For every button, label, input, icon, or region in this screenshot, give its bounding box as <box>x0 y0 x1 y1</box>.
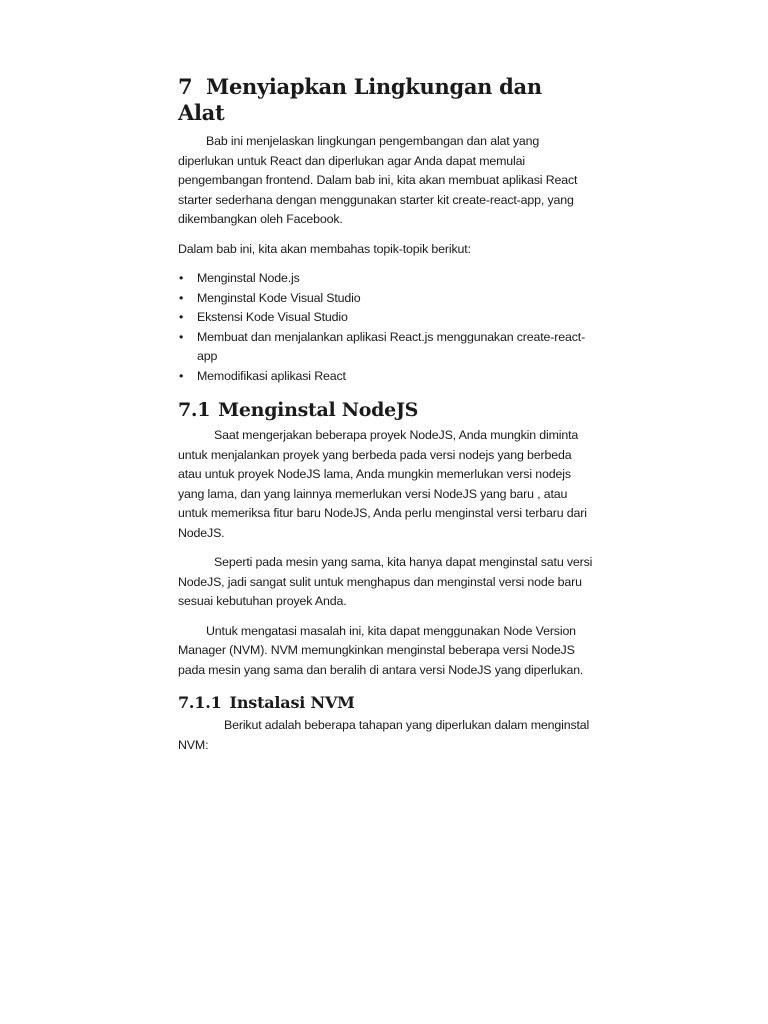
topics-lead-paragraph: Dalam bab ini, kita akan membahas topik-topik berikut: <box>178 241 471 256</box>
subsection-number: 7.1.1 <box>178 693 222 712</box>
bullet-icon: • <box>179 271 184 285</box>
bullet-icon: • <box>179 329 184 344</box>
list-item: • Membuat dan menjalankan aplikasi React.js menggunakan create-react-app <box>179 329 586 363</box>
chapter-heading <box>178 74 593 126</box>
section-heading <box>178 398 593 422</box>
section-paragraph-1: Saat mengerjakan beberapa proyek NodeJS, Anda mungkin diminta untuk menjalankan proyek yang berbeda pada versi nodejs yang berbeda atau untuk proyek NodeJS lama, Anda mungkin memerlukan versi nodejs yang lama, dan yang lainnya memerlukan versi NodeJS yang baru , atau untuk memeriksa fitur baru NodeJS, Anda perlu menginstal versi terbaru dari NodeJS. <box>178 428 587 540</box>
list-item: • Ekstensi Kode Visual Studio <box>178 308 593 328</box>
topics-list <box>178 269 593 386</box>
subsection-paragraph: Berikut adalah beberapa tahapan yang diperlukan dalam menginstal NVM: <box>178 718 590 752</box>
list-item: • Memodifikasi aplikasi React <box>178 367 593 387</box>
bullet-icon: • <box>179 310 184 324</box>
section-paragraph-2: Seperti pada mesin yang sama, kita hanya dapat menginstal satu versi NodeJS, jadi sangat sulit untuk menghapus dan menginstal versi node baru sesuai kebutuhan proyek Anda. <box>178 555 593 608</box>
list-item: • Menginstal Node.js <box>178 269 593 289</box>
section-number: 7.1 <box>178 399 211 421</box>
list-item: • Menginstal Kode Visual Studio <box>178 289 593 309</box>
document-page <box>178 74 593 765</box>
bullet-icon: • <box>179 368 184 383</box>
subsection-heading <box>178 692 593 714</box>
bullet-icon: • <box>179 290 184 305</box>
subsection-title: Instalasi NVM <box>229 693 355 712</box>
chapter-intro-paragraph: Bab ini menjelaskan lingkungan pengembangan dan alat yang diperlukan untuk React dan diperlukan agar Anda dapat memulai pengembangan frontend. Dalam bab ini, kita akan membuat aplikasi React starter sederhana dengan menggunakan starter kit create-react-app, yang dikembangkan oleh Facebook. <box>178 134 578 226</box>
section-title: Menginstal NodeJS <box>218 399 419 421</box>
section-paragraph-3: Untuk mengatasi masalah ini, kita dapat menggunakan Node Version Manager (NVM). NVM memungkinkan menginstal beberapa versi NodeJS pada mesin yang sama dan beralih di antara versi NodeJS yang diperlukan. <box>178 623 584 677</box>
chapter-number: 7 <box>178 74 193 99</box>
chapter-title: Menyiapkan Lingkungan dan Alat <box>178 74 542 125</box>
